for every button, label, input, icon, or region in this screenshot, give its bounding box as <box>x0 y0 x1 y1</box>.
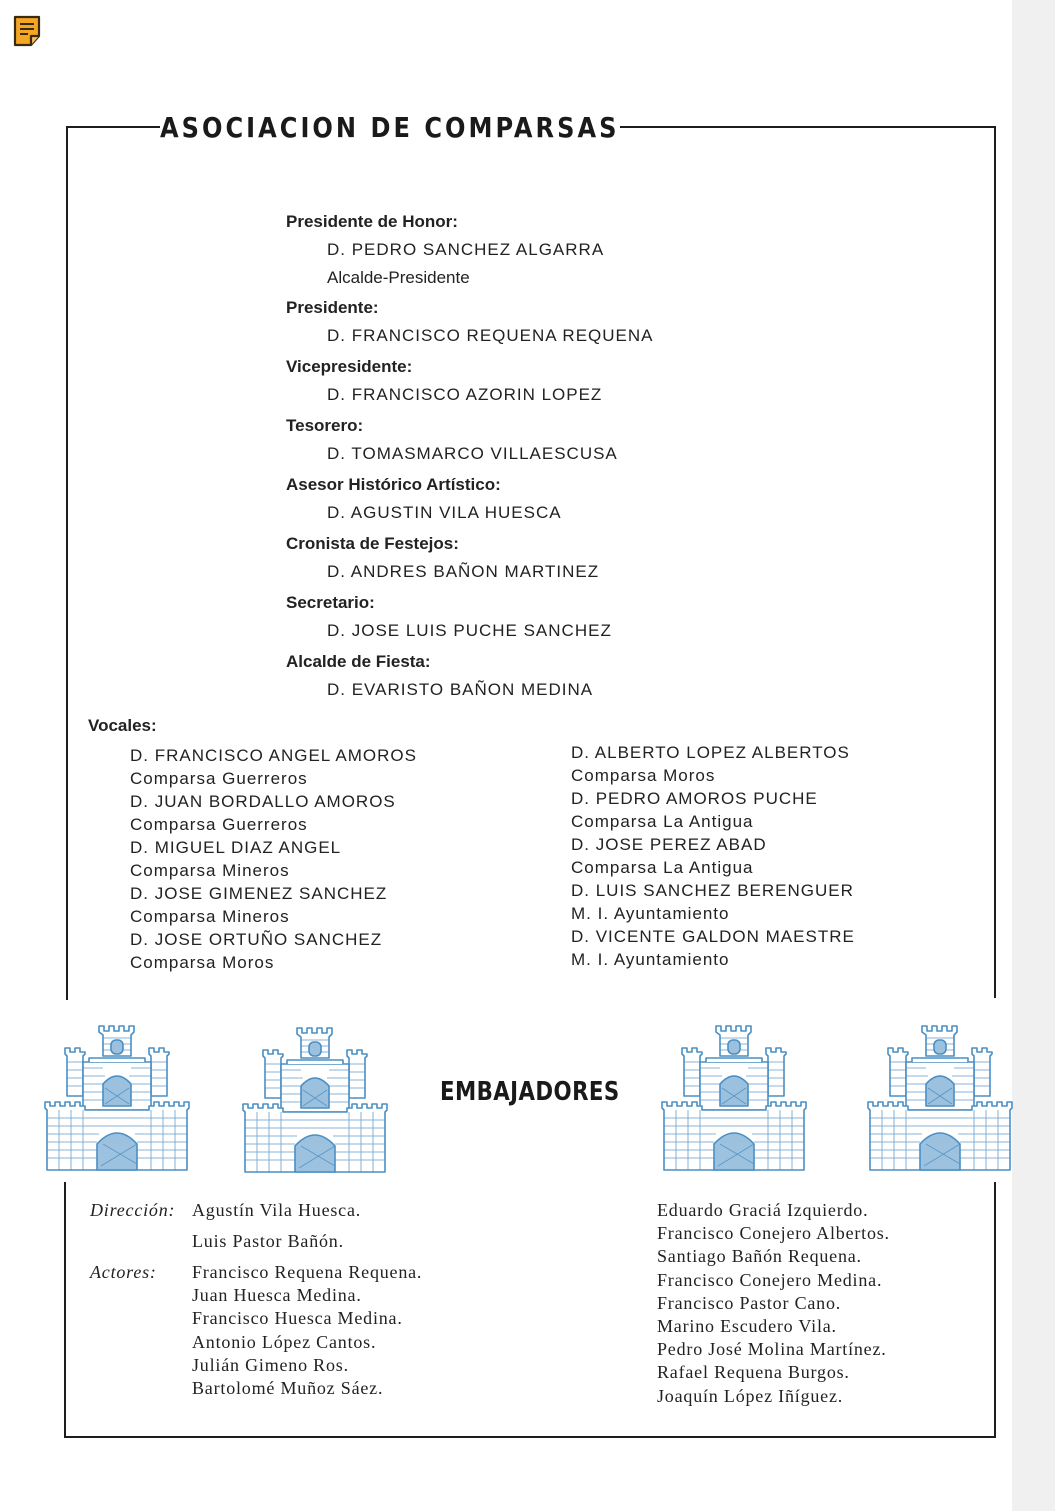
castle-icon <box>866 1018 1014 1174</box>
officer-role: Tesorero: <box>286 416 364 435</box>
direccion-label: Dirección: <box>90 1200 176 1220</box>
castle-icon <box>660 1018 808 1174</box>
vocal-name: D. MIGUEL DIAZ ANGEL <box>130 838 342 857</box>
officer-role: Asesor Histórico Artístico: <box>286 475 501 494</box>
vocales-label: Vocales: <box>88 716 157 735</box>
vocal-name: D. PEDRO AMOROS PUCHE <box>571 789 818 808</box>
vocal-comparsa: M. I. Ayuntamiento <box>571 950 730 969</box>
actor-name: Joaquín López Iñíguez. <box>657 1385 844 1406</box>
officer-name: D. EVARISTO BAÑON MEDINA <box>327 680 594 699</box>
officer-name: D. FRANCISCO REQUENA REQUENA <box>327 326 654 345</box>
note-icon[interactable] <box>12 14 44 48</box>
actor-name: Santiago Bañón Requena. <box>657 1246 862 1267</box>
officer-role: Secretario: <box>286 593 375 612</box>
actor-name: Antonio López Cantos. <box>192 1331 377 1352</box>
vocal-name: D. JOSE GIMENEZ SANCHEZ <box>130 884 388 903</box>
officer-secretary <box>286 589 806 645</box>
frame-right <box>994 126 996 998</box>
vocal-comparsa: Comparsa Guerreros <box>130 769 308 788</box>
officer-art-advisor <box>286 471 806 527</box>
vocal-name: D. FRANCISCO ANGEL AMOROS <box>130 746 417 765</box>
vocales-left-column <box>130 744 417 974</box>
actor-name: Marino Escudero Vila. <box>657 1315 837 1336</box>
actor-name: Eduardo Graciá Izquierdo. <box>657 1200 869 1220</box>
vocal-name: D. LUIS SANCHEZ BERENGUER <box>571 881 854 900</box>
frame-left <box>66 126 68 1000</box>
vocal-name: D. JUAN BORDALLO AMOROS <box>130 792 396 811</box>
actor-name: Julián Gimeno Ros. <box>192 1354 349 1375</box>
officer-name: D. TOMASMARCO VILLAESCUSA <box>327 444 618 463</box>
officer-president <box>286 294 806 350</box>
actor-name: Bartolomé Muñoz Sáez. <box>192 1377 384 1398</box>
vocal-name: D. VICENTE GALDON MAESTRE <box>571 927 855 946</box>
actor-name: Francisco Requena Requena. <box>192 1262 423 1282</box>
officer-treasurer <box>286 412 806 468</box>
officer-name: D. AGUSTIN VILA HUESCA <box>327 503 562 522</box>
officer-role: Alcalde de Fiesta: <box>286 652 431 671</box>
actores-left-column <box>192 1261 422 1400</box>
vocal-comparsa: Comparsa La Antigua <box>571 858 754 877</box>
vocal-name: D. JOSE PEREZ ABAD <box>571 835 767 854</box>
director-name: Agustín Vila Huesca. <box>192 1200 362 1220</box>
castle-icon <box>241 1020 389 1176</box>
right-gutter <box>1012 0 1055 1511</box>
officer-festival-mayor <box>286 648 806 704</box>
officer-honor-president <box>286 208 806 291</box>
vocal-name: D. JOSE ORTUÑO SANCHEZ <box>130 930 383 949</box>
lower-frame-right <box>994 1182 996 1438</box>
actor-name: Francisco Conejero Albertos. <box>657 1223 890 1244</box>
actores-label: Actores: <box>90 1262 157 1282</box>
actor-name: Juan Huesca Medina. <box>192 1285 362 1306</box>
actor-name: Rafael Requena Burgos. <box>657 1362 850 1383</box>
vocal-comparsa: Comparsa Guerreros <box>130 815 308 834</box>
officer-name: D. PEDRO SANCHEZ ALGARRA <box>327 240 605 259</box>
officer-name: D. ANDRES BAÑON MARTINEZ <box>327 562 600 581</box>
vocal-name: D. ALBERTO LOPEZ ALBERTOS <box>571 743 850 762</box>
actor-name: Francisco Conejero Medina. <box>657 1269 883 1290</box>
lower-frame-left <box>64 1182 66 1438</box>
officer-name: D. FRANCISCO AZORIN LOPEZ <box>327 385 603 404</box>
lower-frame-bottom <box>64 1436 996 1438</box>
vocal-comparsa: M. I. Ayuntamiento <box>571 904 730 923</box>
actor-name: Francisco Huesca Medina. <box>192 1308 403 1329</box>
officer-vicepresident <box>286 353 806 409</box>
vocales-right-column <box>571 741 855 971</box>
frame-top-left <box>66 126 160 128</box>
officers-list <box>286 208 806 707</box>
page-title: ASOCIACION DE COMPARSAS <box>160 111 620 144</box>
embajadores-title: EMBAJADORES <box>440 1077 620 1107</box>
actor-name: Pedro José Molina Martínez. <box>657 1339 887 1360</box>
officer-role: Cronista de Festejos: <box>286 534 459 553</box>
officer-role: Vicepresidente: <box>286 357 413 376</box>
vocal-comparsa: Comparsa Moros <box>571 766 716 785</box>
vocal-comparsa: Comparsa Moros <box>130 953 275 972</box>
actores-right-column <box>657 1199 890 1408</box>
frame-top-right <box>620 126 996 128</box>
officer-role: Presidente de Honor: <box>286 212 458 231</box>
actor-name: Francisco Pastor Cano. <box>657 1292 842 1313</box>
officer-chronicler <box>286 530 806 586</box>
officer-name: D. JOSE LUIS PUCHE SANCHEZ <box>327 621 612 640</box>
vocal-comparsa: Comparsa La Antigua <box>571 812 754 831</box>
officer-note: Alcalde-Presidente <box>327 268 470 287</box>
vocal-comparsa: Comparsa Mineros <box>130 861 290 880</box>
director-name: Luis Pastor Bañón. <box>192 1231 344 1251</box>
vocal-comparsa: Comparsa Mineros <box>130 907 290 926</box>
officer-role: Presidente: <box>286 298 379 317</box>
direccion-list <box>192 1199 361 1253</box>
castle-icon <box>43 1018 191 1174</box>
